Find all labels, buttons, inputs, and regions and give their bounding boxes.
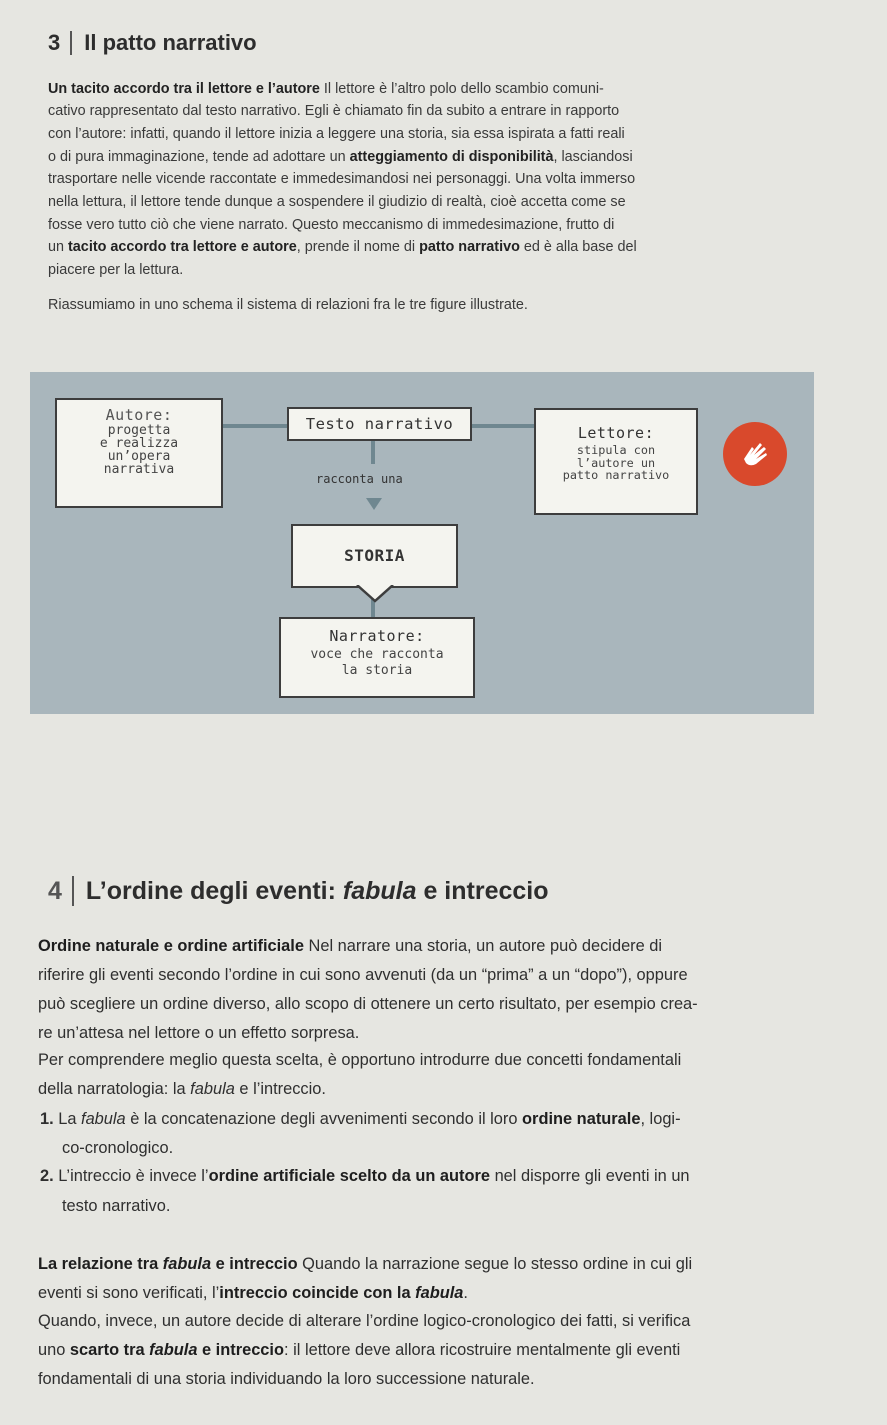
testo-title: Testo narrativo: [305, 415, 454, 433]
text-line: Per comprendere meglio questa scelta, è opportuno introdurre due concetti fondamentali: [38, 1051, 682, 1069]
autore-line: e realizza: [99, 436, 179, 451]
text-line: Un tacito accordo tra il lettore e l’autore Il lettore è l’altro polo dello scambio comuni-: [48, 81, 604, 97]
lettore-box: [534, 408, 698, 515]
autore-line: un’opera: [107, 449, 171, 464]
lettore-title: Lettore:: [577, 424, 655, 442]
list-item: 2. L’intreccio è invece l’ordine artificiale scelto da un autore nel disporre gli eventi in un: [40, 1167, 690, 1185]
lettore-line: stipula con: [576, 443, 656, 457]
text-line: può scegliere un ordine diverso, allo scopo di ottenere un certo risultato, per esempio crea-: [38, 995, 698, 1013]
lettore-line: l’autore un: [576, 455, 656, 470]
text-line: eventi si sono verificati, l’intreccio coincide con la fabula.: [38, 1284, 468, 1302]
text-line: re un’attesa nel lettore o un effetto sorpresa.: [38, 1024, 360, 1042]
didactic-badge: [723, 422, 787, 486]
speech-tail-icon: [355, 585, 395, 605]
text-line: Riassumiamo in uno schema il sistema di relazioni fra le tre figure illustrate.: [48, 297, 528, 313]
autore-box: [55, 398, 223, 508]
text-line: La relazione tra fabula e intreccio Quando la narrazione segue lo stesso ordine in cui gli: [38, 1255, 693, 1273]
text-line: riferire gli eventi secondo l’ordine in cui sono avvenuti (da un “prima” a un “dopo”), oppure: [38, 966, 688, 984]
section-4-heading: [48, 876, 549, 906]
text-line: Quando, invece, un autore decide di alterare l’ordine logico-cronologico dei fatti, si verifica: [38, 1312, 691, 1330]
text-line: trasportare nelle vicende raccontate e immedesimandosi nei personaggi. Una volta immerso: [48, 171, 636, 187]
section-title: Il patto narrativo: [84, 30, 257, 55]
text-line: o di pura immaginazione, tende ad adottare un atteggiamento di disponibilità, lasciandosi: [48, 149, 633, 165]
narratore-title: Narratore:: [329, 627, 425, 645]
connector-line: [222, 424, 292, 428]
text-line: piacere per la lettura.: [48, 262, 184, 278]
autore-line: progetta: [107, 423, 171, 438]
text-line: uno scarto tra fabula e intreccio: il lettore deve allora ricostruire mentalmente gli eventi: [38, 1341, 681, 1359]
list-item-cont: testo narrativo.: [62, 1197, 171, 1215]
text-line: Ordine naturale e ordine artificiale Nel narrare una storia, un autore può decidere di: [38, 937, 663, 955]
narratore-line: voce che racconta: [310, 647, 444, 662]
storia-title: STORIA: [344, 546, 405, 565]
text-line: fondamentali di una storia individuando la loro successione naturale.: [38, 1370, 535, 1388]
connector-line: [470, 424, 535, 428]
hand-icon: [738, 437, 772, 471]
text-line: un tacito accordo tra lettore e autore, prende il nome di patto narrativo ed è alla base del: [48, 239, 637, 255]
storia-box: [291, 524, 458, 588]
section-number: 3: [48, 30, 61, 55]
section-divider: [72, 876, 74, 906]
section-divider: [70, 31, 72, 55]
narratore-line: la storia: [341, 663, 413, 678]
connector-line: [371, 440, 375, 464]
autore-title: Autore:: [105, 406, 173, 424]
text-line: cativo rappresentato dal testo narrativo. Egli è chiamato fin da subito a entrare in rapporto: [48, 103, 620, 119]
text-line: della narratologia: la fabula e l’intreccio.: [38, 1080, 326, 1098]
list-item-cont: co-cronologico.: [62, 1139, 174, 1157]
text-line: fosse vero tutto ciò che viene narrato. Questo meccanismo di immedesimazione, frutto di: [48, 217, 615, 233]
text-line: nella lettura, il lettore tende dunque a sospendere il giudizio di realtà, cioè accetta come se: [48, 194, 626, 210]
racconta-label: racconta una: [316, 472, 403, 486]
section-title: L’ordine degli eventi: fabula e intreccio: [85, 876, 549, 905]
text-line: con l’autore: infatti, quando il lettore inizia a leggere una storia, sia essa ispirata a fatti reali: [48, 126, 625, 142]
lead-bold: Un tacito accordo tra il lettore e l’autore: [48, 81, 320, 97]
arrow-down-icon: [366, 498, 382, 510]
testo-narrativo-box: [287, 407, 472, 441]
narratore-box: [279, 617, 475, 698]
section-number: 4: [48, 876, 62, 905]
autore-line: narrativa: [103, 462, 175, 477]
section-3-heading: [48, 30, 257, 56]
list-item: 1. La fabula è la concatenazione degli avvenimenti secondo il loro ordine naturale, logi-: [40, 1110, 681, 1128]
lettore-line: patto narrativo: [562, 468, 670, 482]
